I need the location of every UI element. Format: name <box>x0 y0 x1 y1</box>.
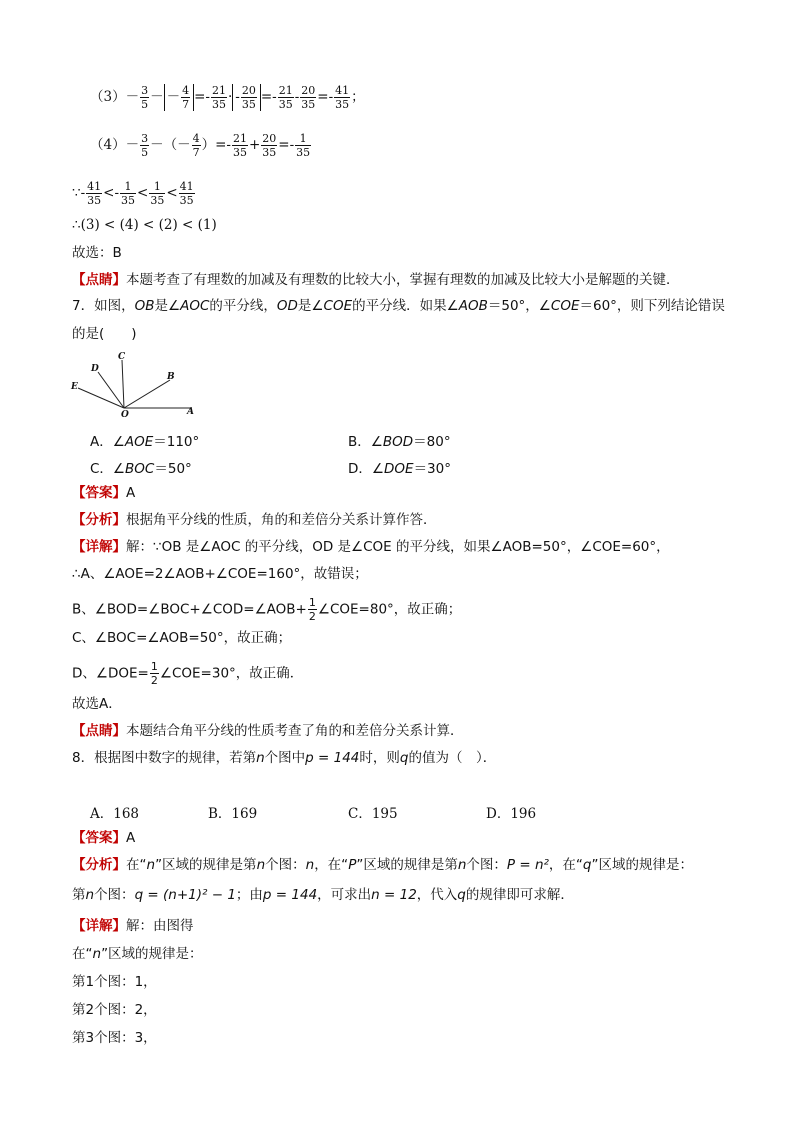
therefore-line: ∴(3) < (4) < (2) < (1) <box>72 217 217 233</box>
punctuation: ； <box>351 89 365 105</box>
less-than: < <box>137 185 149 201</box>
text: ；由 <box>235 887 263 903</box>
stem-text: 是∠ <box>154 298 181 314</box>
q7-detail-line2: ∴A、∠AOE=2∠AOB+∠COE=160°，故错误； <box>72 566 368 582</box>
q7-stem-line2: 的是( ) <box>72 326 137 342</box>
fraction <box>261 132 277 159</box>
text: ”区域的规律是第 <box>356 857 458 873</box>
numerator: 1 <box>149 180 165 194</box>
analysis-text: 根据角平分线的性质，角的和差倍分关系计算作答． <box>126 512 437 528</box>
math-var: n <box>256 857 266 873</box>
option-value: ＝30° <box>413 461 451 477</box>
numerator: 3 <box>141 84 149 97</box>
fraction <box>192 132 201 159</box>
denominator: 35 <box>121 194 136 207</box>
minus-sign: － <box>150 89 164 105</box>
numerator: 21 <box>232 132 247 145</box>
numerator: 20 <box>241 84 256 97</box>
item-label: （4） <box>90 137 126 153</box>
minus-sign: - <box>80 185 86 201</box>
text: 在“ <box>126 857 147 873</box>
fraction <box>120 180 136 207</box>
q7-option-a[interactable] <box>90 430 199 450</box>
q8-detail-line2 <box>72 945 203 963</box>
q7-analysis <box>72 511 437 529</box>
text: ，在“ <box>314 857 349 873</box>
label-e: E <box>71 382 78 392</box>
stem-text: ＝60°，则下列结论错误 <box>579 298 725 314</box>
denominator: 35 <box>278 98 293 111</box>
fraction <box>334 84 350 111</box>
math-expression: P = n² <box>506 857 549 873</box>
numerator: 4 <box>182 84 190 97</box>
stem-text: 的平分线．如果∠ <box>352 298 459 314</box>
label-b: B <box>167 372 175 382</box>
text: ，在“ <box>548 857 583 873</box>
detail-text: 解：由图得 <box>126 918 194 934</box>
answer-tag: 【答案】 <box>72 485 126 501</box>
denominator: 35 <box>179 194 194 207</box>
math-var: BOC <box>125 461 155 477</box>
detail-tag: 【详解】 <box>72 539 126 555</box>
q8-option-a[interactable]: A．168 <box>90 806 140 822</box>
denominator: 35 <box>211 98 226 111</box>
minus-sign: － <box>125 137 140 153</box>
comment-line <box>72 271 680 289</box>
q8-detail-line3: 第1个图：1， <box>72 974 157 990</box>
q8-stem <box>72 749 496 767</box>
detail-text: D、∠DOE= <box>72 665 149 682</box>
less-than: <- <box>103 185 120 201</box>
denominator: 35 <box>87 194 102 207</box>
math-var: q <box>399 750 409 766</box>
q7-choose: 故选A． <box>72 696 122 712</box>
operator: · <box>227 89 233 105</box>
ray-ob <box>124 380 170 408</box>
fraction <box>149 180 165 207</box>
denominator: 5 <box>141 98 149 111</box>
math-expression: p = 144 <box>305 750 360 766</box>
text: 的规律即可求解． <box>465 887 574 903</box>
denominator: 35 <box>241 98 256 111</box>
math-var: OB <box>134 298 155 314</box>
math-var: COE <box>323 298 353 314</box>
math-var: P <box>348 857 357 873</box>
q8-detail-line4: 第2个图：2， <box>72 1002 157 1018</box>
numerator: 21 <box>278 84 293 97</box>
denominator: 7 <box>182 98 190 111</box>
equals-sign: =- <box>278 137 295 153</box>
math-var: q <box>582 857 592 873</box>
detail-text: ∠COE=30°，故正确． <box>159 665 304 682</box>
detail-text: ∠COE=80°，故正确； <box>317 601 462 618</box>
text: ，可求出 <box>317 887 372 903</box>
plus-sign: + <box>248 137 261 153</box>
option-value: ＝80° <box>413 434 451 450</box>
absolute-value <box>164 84 195 111</box>
option-value: ＝50° <box>154 461 192 477</box>
math-var: n <box>305 857 315 873</box>
math-var: n <box>457 857 467 873</box>
detail-text: 解：∵OB 是∠AOC 的平分线，OD 是∠COE 的平分线，如果∠AOB=50°，∠COE=60°， <box>126 539 670 555</box>
detail-tag: 【详解】 <box>72 918 126 934</box>
comment-tag: 【点睛】 <box>72 272 126 288</box>
q8-detail <box>72 917 194 935</box>
numerator: 4 <box>192 132 200 145</box>
comment-text: 本题考查了有理数的加减及有理数的比较大小，掌握有理数的加减及比较大小是解题的关键． <box>126 272 680 288</box>
q7-option-b[interactable] <box>348 430 451 450</box>
analysis-tag: 【分析】 <box>72 857 126 873</box>
absolute-value <box>232 84 261 111</box>
math-var: n <box>146 857 156 873</box>
denominator: 35 <box>232 146 247 159</box>
item-label: （3） <box>90 89 126 105</box>
q7-comment <box>72 722 464 740</box>
math-var: n <box>92 946 102 962</box>
fraction <box>241 84 257 111</box>
text: 第 <box>72 887 86 903</box>
fraction <box>295 132 311 159</box>
text: 个图： <box>94 887 135 903</box>
option-letter: C．∠ <box>90 461 126 477</box>
fraction <box>150 660 159 687</box>
denominator: 7 <box>192 146 200 159</box>
fraction <box>278 84 294 111</box>
ray-oc <box>122 360 124 408</box>
equals-sign: =- <box>317 89 334 105</box>
choose-line: 故选：B <box>72 245 122 261</box>
solution-item-4 <box>90 132 312 159</box>
stem-text: 个图中 <box>264 750 306 766</box>
math-var: COE <box>550 298 580 314</box>
numerator: 41 <box>179 180 194 193</box>
answer-value: A <box>126 830 136 846</box>
q8-analysis-line1 <box>72 856 693 874</box>
q8-detail-line5: 第3个图：3， <box>72 1030 157 1046</box>
minus-sign: - <box>235 89 240 105</box>
math-var: q <box>457 887 466 903</box>
denominator: 2 <box>150 674 158 687</box>
stem-text: 的平分线， <box>209 298 277 314</box>
math-var: AOE <box>124 434 154 450</box>
fraction <box>308 596 317 623</box>
numerator: 3 <box>141 132 149 145</box>
text: ”区域的规律是： <box>101 946 203 962</box>
math-var: OD <box>276 298 298 314</box>
because-symbol: ∵ <box>72 185 81 201</box>
comment-tag: 【点睛】 <box>72 723 126 739</box>
denominator: 35 <box>150 194 165 207</box>
math-var: n <box>256 750 265 766</box>
minus-sign: － <box>166 89 181 105</box>
numerator: 20 <box>301 84 316 97</box>
option-value: ＝110° <box>153 434 200 450</box>
fraction <box>300 84 316 111</box>
denominator: 35 <box>335 98 350 111</box>
text: ，代入 <box>416 887 458 903</box>
stem-text: 时，则 <box>359 750 400 766</box>
solution-item-3 <box>90 84 365 111</box>
answer-tag: 【答案】 <box>72 830 126 846</box>
stem-text: 的值为（ ）． <box>408 750 497 766</box>
detail-text: B、∠BOD=∠BOC+∠COD=∠AOB+ <box>72 601 307 618</box>
fraction <box>86 180 102 207</box>
math-expression: q = (n+1)² − 1 <box>134 887 236 903</box>
q8-option-d[interactable]: D．196 <box>486 806 537 822</box>
fraction <box>181 84 190 111</box>
denominator: 35 <box>262 146 277 159</box>
q7-answer <box>72 484 135 502</box>
q8-analysis-line2 <box>72 886 574 904</box>
q8-option-c[interactable]: C．195 <box>348 806 398 822</box>
fraction <box>179 180 195 207</box>
comparison-line <box>72 180 196 207</box>
stem-text: ＝50°，∠ <box>487 298 551 314</box>
denominator: 35 <box>296 146 311 159</box>
numerator: 1 <box>150 660 158 673</box>
math-var: DOE <box>384 461 414 477</box>
comment-text: 本题结合角平分线的性质考查了角的和差倍分关系计算． <box>126 723 464 739</box>
label-d: D <box>91 364 99 374</box>
text: 在“ <box>72 946 93 962</box>
equals-sign: ）=- <box>201 137 231 153</box>
operator: －（－ <box>150 137 191 153</box>
math-var: n <box>85 887 95 903</box>
option-letter: B．∠ <box>348 434 383 450</box>
label-c: C <box>118 352 126 362</box>
numerator: 1 <box>295 132 311 146</box>
fraction <box>140 132 149 159</box>
stem-text: 是∠ <box>297 298 324 314</box>
q7-option-d[interactable] <box>348 457 451 477</box>
text: ”区域的规律是： <box>591 857 693 873</box>
numerator: 20 <box>262 132 277 145</box>
operator: - <box>294 89 300 105</box>
q7-detail-line4: C、∠BOC=∠AOB=50°，故正确； <box>72 630 292 646</box>
numerator: 21 <box>211 84 226 97</box>
denominator: 2 <box>308 610 316 623</box>
fraction <box>232 132 248 159</box>
numerator: 1 <box>308 596 316 609</box>
minus-sign: － <box>125 89 140 105</box>
q7-stem-line1 <box>72 297 725 315</box>
less-than: < <box>166 185 178 201</box>
fraction <box>140 84 149 111</box>
q8-option-b[interactable]: B．169 <box>208 806 258 822</box>
denominator: 5 <box>141 146 149 159</box>
text: 个图： <box>466 857 507 873</box>
stem-text: 8．根据图中数字的规律，若第 <box>72 750 257 766</box>
q7-option-c[interactable] <box>90 457 192 477</box>
fraction <box>211 84 227 111</box>
answer-value: A <box>126 485 136 501</box>
text: 个图： <box>265 857 306 873</box>
q7-detail-line3 <box>72 596 461 623</box>
q7-detail-line1 <box>72 538 670 556</box>
numerator: 1 <box>120 180 136 194</box>
analysis-tag: 【分析】 <box>72 512 126 528</box>
math-var: BOD <box>382 434 414 450</box>
equals-sign: =- <box>260 89 277 105</box>
label-o: O <box>121 410 129 420</box>
math-var: AOB <box>458 298 488 314</box>
option-letter: A．∠ <box>90 434 125 450</box>
text: ”区域的规律是第 <box>155 857 257 873</box>
stem-text: 7．如图， <box>72 298 135 314</box>
label-a: A <box>187 407 194 417</box>
q7-detail-line5 <box>72 660 303 687</box>
denominator: 35 <box>301 98 316 111</box>
option-letter: D．∠ <box>348 461 384 477</box>
angle-figure <box>66 350 206 420</box>
equals-sign: =- <box>194 89 210 105</box>
math-var: AOC <box>180 298 210 314</box>
numerator: 41 <box>335 84 350 97</box>
math-expression: p = 144 <box>262 887 318 903</box>
numerator: 41 <box>87 180 102 193</box>
math-expression: n = 12 <box>371 887 417 903</box>
q8-answer <box>72 829 135 847</box>
